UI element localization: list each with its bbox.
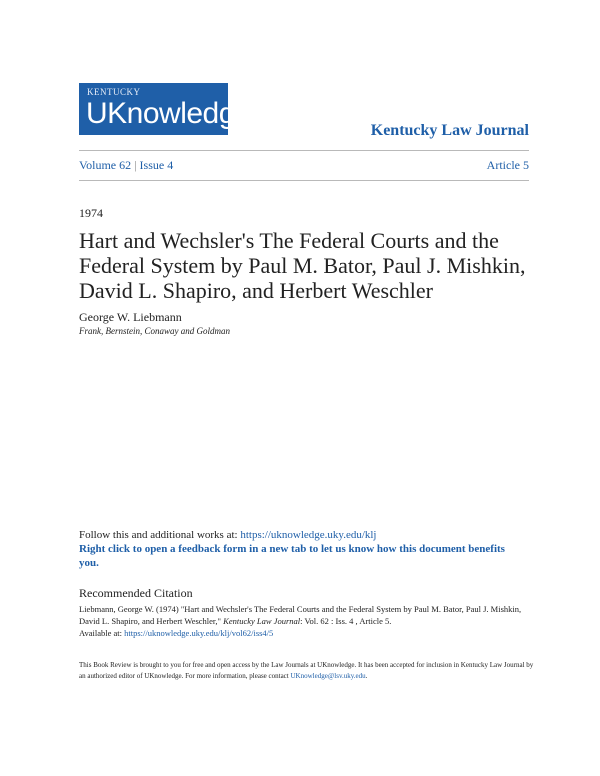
- uknowledge-logo[interactable]: [79, 83, 252, 135]
- footer-email-link[interactable]: UKnowledge@lsv.uky.edu: [290, 672, 366, 680]
- footer-suffix: .: [365, 672, 368, 680]
- article-link[interactable]: Article 5: [486, 158, 529, 172]
- citation-text: [79, 603, 539, 639]
- citation-part1: Liebmann, George W. (1974) "Hart and Wechsler's The Federal Courts and the Federal System by Paul M. Bator, Paul J. Mishkin, David L. Shapiro, and Herbert Weschler,": [79, 604, 522, 626]
- issue-link[interactable]: Issue 4: [139, 158, 174, 172]
- author-affiliation: Frank, Bernstein, Conaway and Goldman: [79, 326, 230, 336]
- available-link[interactable]: https://uknowledge.uky.edu/klj/vol62/iss4/5: [124, 628, 274, 638]
- footer-notice: [79, 660, 534, 682]
- footer-text: This Book Review is brought to you for free and open access by the Law Journals at UKnowledge. It has been accepted for inclusion in Kentucky Law Journal by an authorized editor of UKnowledge. For more information, please contact: [79, 661, 534, 680]
- bottom-divider: [79, 180, 529, 181]
- volume-issue: [79, 158, 173, 173]
- follow-line: [79, 529, 377, 541]
- logo-main-text: UKnowledge: [86, 97, 252, 130]
- top-divider: [79, 150, 529, 151]
- follow-prefix: Follow this and additional works at:: [79, 529, 241, 541]
- volume-issue-separator: |: [134, 158, 137, 172]
- citation-journal: Kentucky Law Journal: [223, 616, 301, 626]
- citation-part2: : Vol. 62 : Iss. 4 , Article 5.: [300, 616, 392, 626]
- publication-year: 1974: [79, 206, 103, 220]
- journal-name-link[interactable]: Kentucky Law Journal: [370, 122, 529, 139]
- feedback-link[interactable]: Right click to open a feedback form in a new tab to let us know how this document benefits you.: [79, 543, 505, 569]
- volume-link[interactable]: Volume 62: [79, 158, 132, 172]
- document-title: Hart and Wechsler's The Federal Courts and the Federal System by Paul M. Bator, Paul J. Mishkin, David L. Shapiro, and Herbert Weschler: [79, 228, 526, 303]
- recommended-citation-heading: Recommended Citation: [79, 586, 193, 600]
- logo-small-text: KENTUCKY: [87, 87, 141, 97]
- follow-link[interactable]: https://uknowledge.uky.edu/klj: [240, 529, 377, 541]
- available-prefix: Available at:: [79, 628, 125, 638]
- author-name: George W. Liebmann: [79, 310, 182, 324]
